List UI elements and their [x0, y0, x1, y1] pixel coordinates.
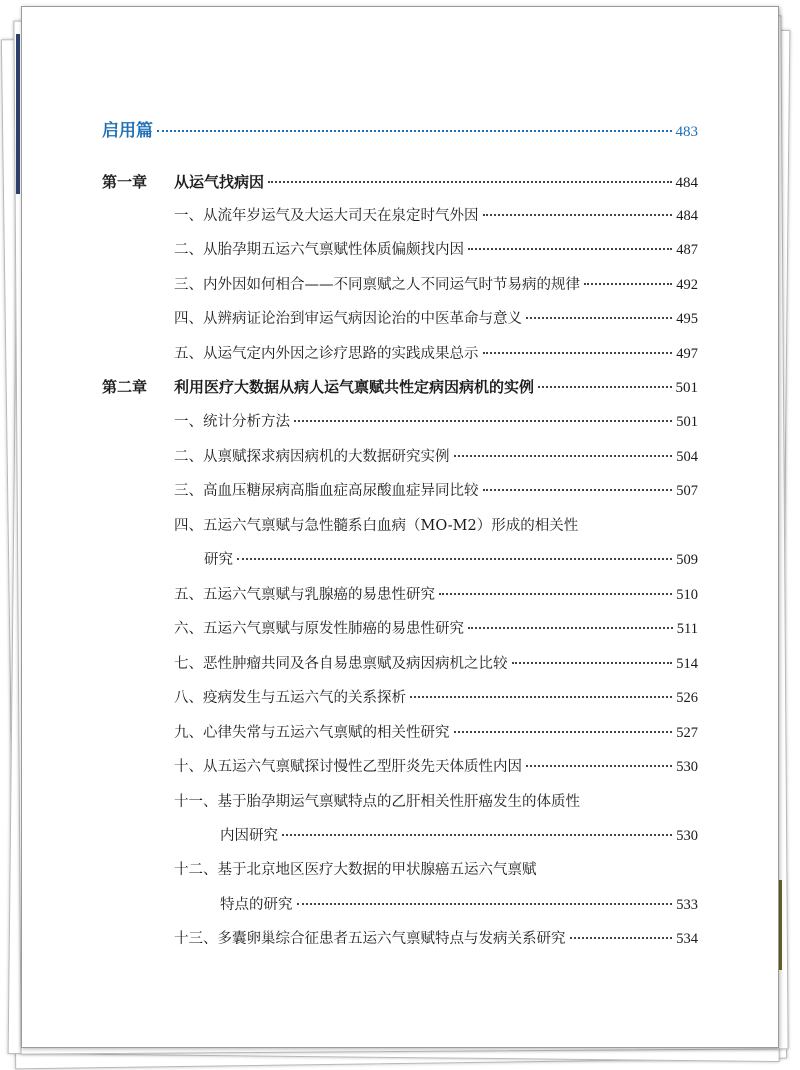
dot-leader [282, 833, 672, 836]
toc-entry [174, 481, 698, 501]
dot-leader [439, 592, 672, 595]
toc-entry [220, 826, 698, 846]
entry-title-continued: 内因研究 [220, 828, 278, 844]
page-number: 509 [676, 552, 698, 568]
dot-leader [157, 129, 672, 132]
entry-title: 二、从禀赋探求病因病机的大数据研究实例 [174, 449, 450, 465]
toc-entry [174, 688, 698, 708]
toc-entry [174, 929, 698, 949]
toc-entry [174, 275, 698, 295]
toc-entry [174, 344, 698, 364]
toc-entry [174, 206, 698, 226]
dot-leader [584, 282, 672, 285]
page-number: 510 [676, 587, 698, 603]
chapter-title: 从运气找病因 [174, 173, 265, 191]
entry-title: 五、五运六气禀赋与乳腺癌的易患性研究 [174, 587, 435, 603]
entry-title: 八、疫病发生与五运六气的关系探析 [174, 690, 406, 706]
entry-title: 十、从五运六气禀赋探讨慢性乙型肝炎先天体质性内因 [174, 759, 522, 775]
page-number: 527 [676, 725, 698, 741]
page-number: 487 [676, 242, 698, 258]
page-number: 533 [676, 897, 698, 913]
toc-entry [174, 240, 698, 260]
dot-leader [454, 454, 673, 457]
chapter-title: 利用医疗大数据从病人运气禀赋共性定病因病机的实例 [174, 378, 535, 396]
entry-title: 一、统计分析方法 [174, 414, 290, 430]
dot-leader [570, 936, 673, 939]
toc-entry [174, 757, 698, 777]
entry-title: 一、从流年岁运气及大运大司天在泉定时气外因 [174, 208, 479, 224]
page-number: 484 [675, 175, 698, 191]
page-number: 530 [676, 828, 698, 844]
entry-title-continued: 特点的研究 [220, 897, 293, 913]
page-number: 495 [676, 311, 698, 327]
entry-title: 四、从辨病证论治到审运气病因论治的中医革命与意义 [174, 311, 522, 327]
chapter-heading [102, 377, 698, 398]
page-number: 483 [675, 124, 698, 140]
entry-title: 十一、基于胎孕期运气禀赋特点的乙肝相关性肝癌发生的体质性 [174, 794, 580, 810]
entry-title: 九、心律失常与五运六气禀赋的相关性研究 [174, 725, 450, 741]
page-number: 507 [676, 483, 698, 499]
dot-leader [468, 626, 673, 629]
toc-entry [174, 654, 698, 674]
toc-entry [174, 447, 698, 467]
dot-leader [483, 213, 673, 216]
chapter-label [102, 377, 534, 397]
entry-title: 二、从胎孕期五运六气禀赋性体质偏颇找内因 [174, 242, 464, 258]
toc-entry [204, 550, 698, 570]
toc-entry [174, 585, 698, 605]
page-number: 501 [675, 380, 698, 396]
chapter-number: 第二章 [102, 378, 148, 396]
page-number: 514 [676, 656, 698, 672]
entry-title: 三、内外因如何相合——不同禀赋之人不同运气时节易病的规律 [174, 277, 580, 293]
chapter-heading [102, 172, 698, 193]
entry-title: 十三、多囊卵巢综合征患者五运六气禀赋特点与发病关系研究 [174, 931, 566, 947]
dot-leader [454, 730, 673, 733]
dot-leader [512, 661, 673, 664]
page-number: 511 [676, 621, 698, 637]
toc-entry [174, 412, 698, 432]
page-number: 504 [676, 449, 698, 465]
page-number: 492 [676, 277, 698, 293]
toc-entry [174, 309, 698, 329]
entry-title: 四、五运六气禀赋与急性髓系白血病（MO-M2）形成的相关性 [174, 518, 579, 534]
toc-entry [174, 619, 698, 639]
entry-title: 五、从运气定内外因之诊疗思路的实践成果总示 [174, 346, 479, 362]
page-number: 484 [676, 208, 698, 224]
dot-leader [410, 695, 672, 698]
entry-title-continued: 研究 [204, 552, 233, 568]
part-title: 启用篇 [102, 121, 153, 141]
entry-title: 七、恶性肿瘤共同及各自易患禀赋及病因病机之比较 [174, 656, 508, 672]
page-number: 501 [676, 414, 698, 430]
dot-leader [526, 764, 672, 767]
toc-entry [174, 723, 698, 743]
dot-leader [294, 419, 672, 422]
page-number: 526 [676, 690, 698, 706]
entry-title: 三、高血压糖尿病高脂血症高尿酸血症异同比较 [174, 483, 479, 499]
dot-leader [483, 488, 673, 491]
dot-leader [538, 385, 671, 388]
page-number: 497 [676, 346, 698, 362]
part-heading [102, 121, 698, 142]
entry-title: 十二、基于北京地区医疗大数据的甲状腺癌五运六气禀赋 [174, 862, 537, 878]
chapter-label [102, 172, 264, 192]
dot-leader [297, 902, 673, 905]
page-number: 534 [676, 931, 698, 947]
cover-edge-strip [16, 34, 20, 194]
dot-leader [237, 557, 672, 560]
toc-page [21, 6, 779, 1048]
entry-title: 六、五运六气禀赋与原发性肺癌的易患性研究 [174, 621, 464, 637]
dot-leader [483, 351, 673, 354]
toc-entry [220, 895, 698, 915]
dot-leader [526, 316, 672, 319]
dot-leader [468, 247, 672, 250]
chapter-number: 第一章 [102, 173, 148, 191]
dot-leader [268, 180, 671, 183]
page-number: 530 [676, 759, 698, 775]
